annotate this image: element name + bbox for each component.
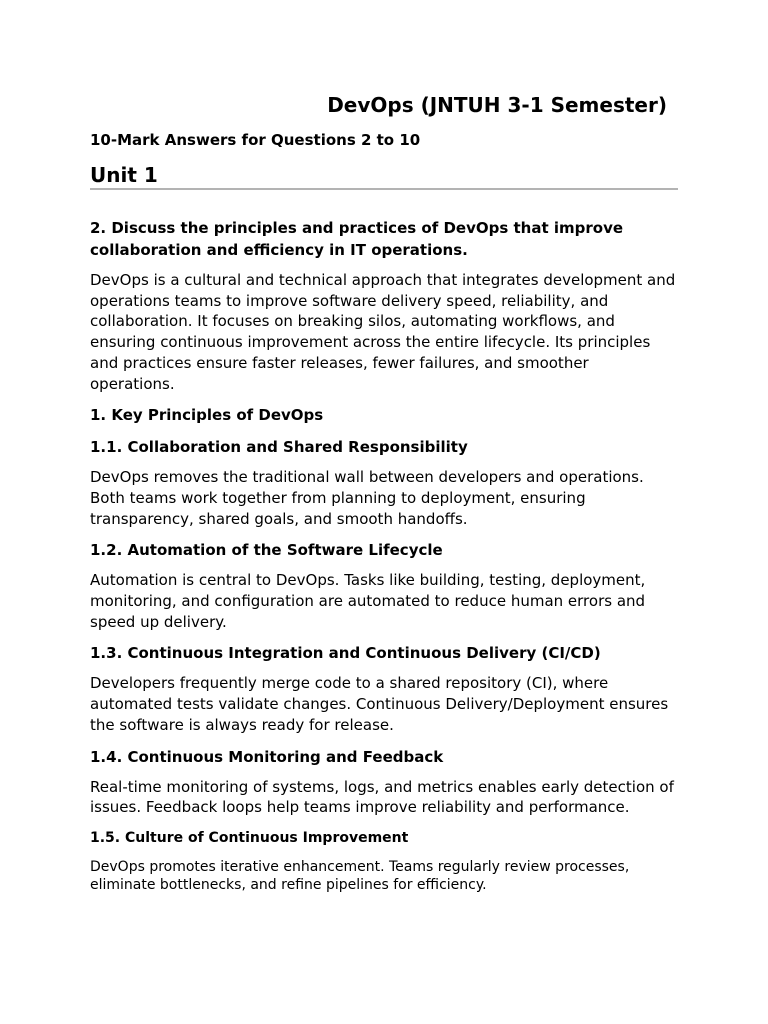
- subsection-heading-automation: 1.2. Automation of the Software Lifecycle: [90, 541, 443, 560]
- content-flow: [90, 217, 678, 895]
- subsection-heading-cicd: 1.3. Continuous Integration and Continuous Delivery (CI/CD): [90, 644, 601, 663]
- document-subtitle: 10-Mark Answers for Questions 2 to 10: [90, 131, 421, 149]
- unit-heading: Unit 1: [90, 163, 158, 187]
- subsection-text-monitoring: Real-time monitoring of systems, logs, and metrics enables early detection of issues. Feedback loops help teams improve reliability and performance.: [90, 777, 674, 817]
- subsection-heading-monitoring: 1.4. Continuous Monitoring and Feedback: [90, 747, 444, 766]
- subsection-text-improvement: DevOps promotes iterative enhancement. Teams regularly review processes, eliminate bottlenecks, and refine pipelines for efficiency.: [90, 858, 630, 894]
- document-title: DevOps (JNTUH 3-1 Semester): [327, 93, 667, 117]
- subsection-text-cicd: Developers frequently merge code to a shared repository (CI), where automated tests validate changes. Continuous Delivery/Deployment ensures the software is always ready for release.: [90, 674, 669, 734]
- unit-divider: [90, 188, 678, 190]
- subsection-heading-improvement: 1.5. Culture of Continuous Improvement: [90, 829, 409, 846]
- subsection-text-automation: Automation is central to DevOps. Tasks like building, testing, deployment, monitoring, and configuration are automated to reduce human errors and speed up delivery.: [90, 571, 646, 631]
- question-heading: 2. Discuss the principles and practices of DevOps that improve collaboration and efficiency in IT operations.: [90, 219, 624, 259]
- section-heading-key-principles: 1. Key Principles of DevOps: [90, 406, 324, 425]
- subsection-text-collaboration: DevOps removes the traditional wall between developers and operations. Both teams work together from planning to deployment, ensuring transparency, shared goals, and smooth handoffs.: [90, 468, 644, 528]
- intro-paragraph: DevOps is a cultural and technical approach that integrates development and operations teams to improve software delivery speed, reliability, and collaboration. It focuses on breaking silos, automating workflows, and ensuring continuous improvement across the entire lifecycle. Its principles and practices ensure faster releases, fewer failures, and smoother operations.: [90, 271, 676, 393]
- subsection-heading-collaboration: 1.1. Collaboration and Shared Responsibility: [90, 438, 468, 457]
